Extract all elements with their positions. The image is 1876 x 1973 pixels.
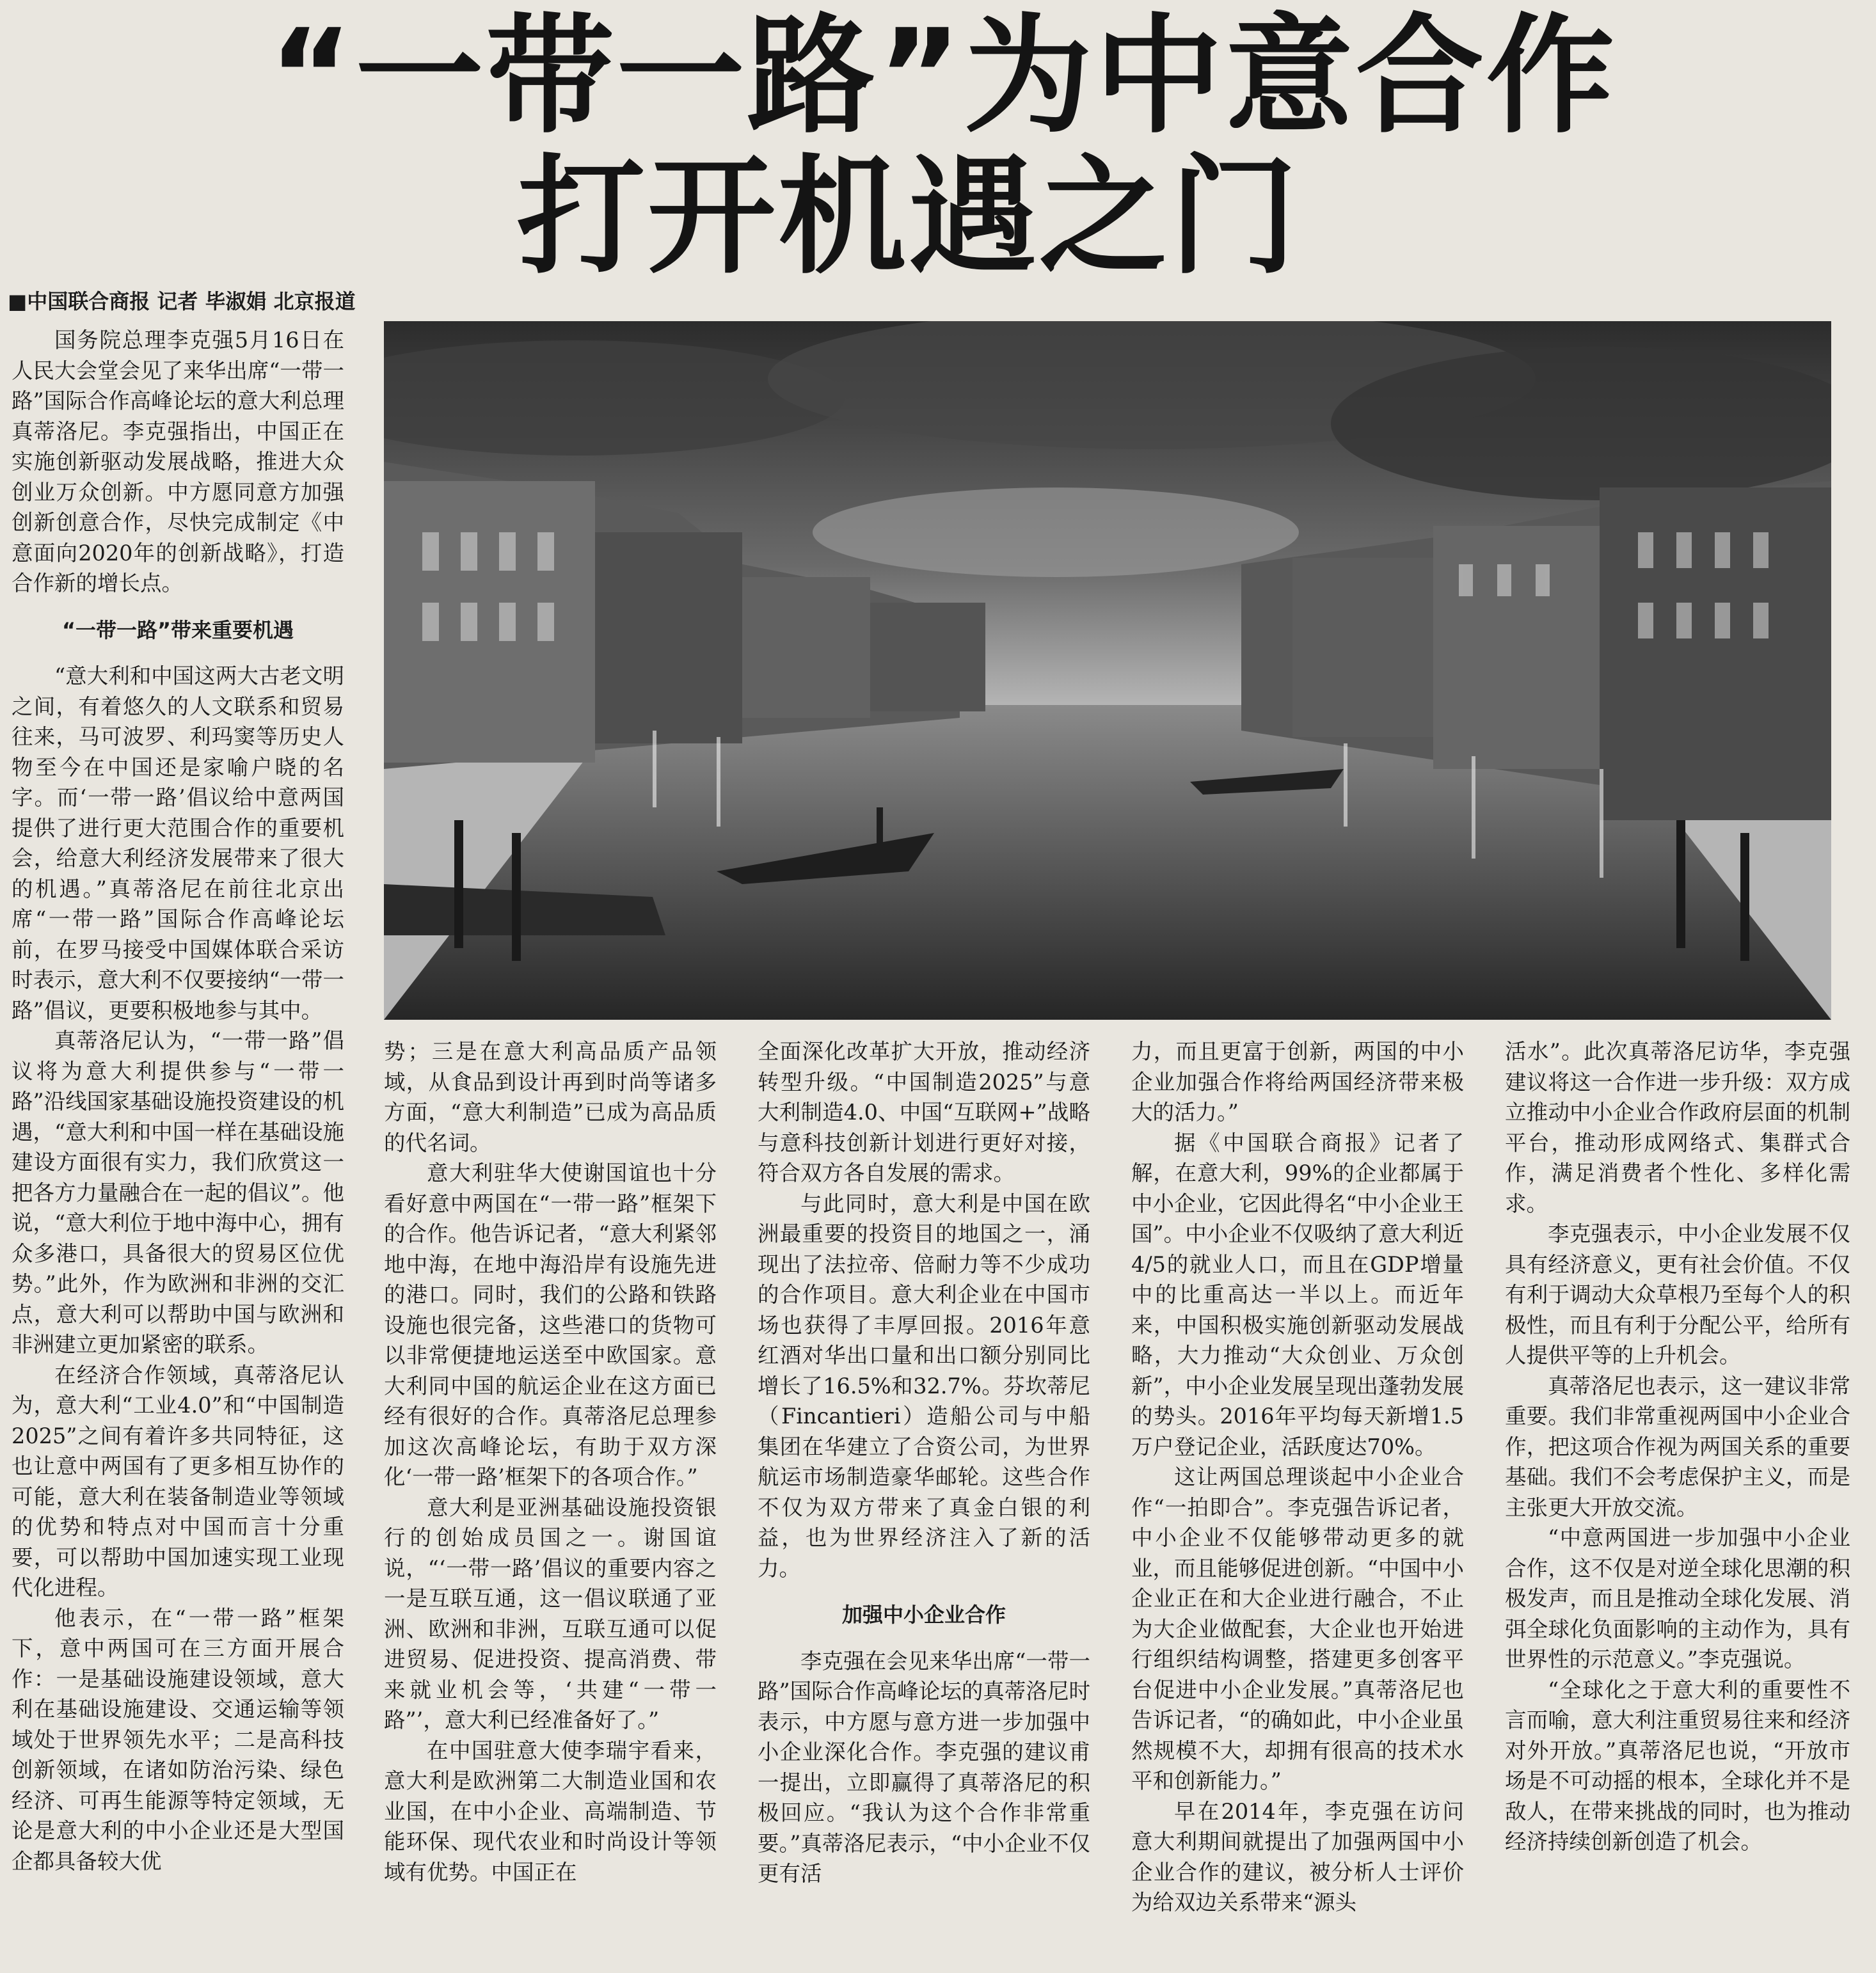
article-column-1 xyxy=(12,325,344,1973)
paragraph: “意大利和中国这两大古老文明之间，有着悠久的人文联系和贸易往来，马可波罗、利玛窦等历史人物至今在中国还是家喻户晓的名字。而‘一带一路’倡议给中意两国提供了进行更大范围合作的重要机会，给意大利经济发展带来了很大的机遇。”真蒂洛尼在前往北京出席“一带一路”国际合作高峰论坛前，在罗马接受中国媒体联合采访时表示，意大利不仅要接纳“一带一路”倡议，更要积极地参与其中。 xyxy=(12,663,344,1023)
paragraph: 真蒂洛尼认为，“一带一路”倡议将为意大利提供参与“一带一路”沿线国家基础设施投资建设的机遇，“意大利和中国一样在基础设施建设方面很有实力，我们欣赏这一把各方力量融合在一起的倡议”。他说，“意大利位于地中海中心，拥有众多港口，具备很大的贸易区位优势。”此外，作为欧洲和非洲的交汇点，意大利可以帮助中国与欧洲和非洲建立更加紧密的联系。 xyxy=(12,1028,344,1357)
paragraph: 李克强在会见来华出席“一带一路”国际合作高峰论坛的真蒂洛尼时表示，中方愿与意方进一步加强中小企业深化合作。李克强的建议甫一提出，立即赢得了真蒂洛尼的积极回应。“我认为这个合作非常重要。”真蒂洛尼表示，“中小企业不仅更有活 xyxy=(758,1648,1090,1886)
paragraph: 意大利是亚洲基础设施投资银行的创始成员国之一。谢国谊说，“‘一带一路’倡议的重要内容之一是互联互通，这一倡议联通了亚洲、欧洲和非洲，互联互通可以促进贸易、促进投资、提高消费、带来就业机会等，‘共建“一带一路”’，意大利已经准备好了。” xyxy=(384,1494,717,1732)
paragraph: 真蒂洛尼也表示，这一建议非常重要。我们非常重视两国中小企业合作，把这项合作视为两国关系的重要基础。我们不会考虑保护主义，而是主张更大开放交流。 xyxy=(1505,1373,1850,1520)
paragraph: 国务院总理李克强5月16日在人民大会堂会见了来华出席“一带一路”国际合作高峰论坛的意大利总理真蒂洛尼。李克强指出，中国正在实施创新驱动发展战略，推进大众创业万众创新。中方愿同意方加强创新创意合作，尽快完成制定《中意面向2020年的创新战略》，打造合作新的增长点。 xyxy=(12,328,344,596)
headline xyxy=(269,2,1617,292)
headline-line-2: 打开机遇之门 xyxy=(516,143,1300,292)
paragraph: 力，而且更富于创新，两国的中小企业加强合作将给两国经济带来极大的活力。” xyxy=(1131,1039,1464,1125)
venice-grand-canal-photo xyxy=(384,321,1831,1020)
article-column-2 xyxy=(384,1036,717,1970)
paragraph: 意大利驻华大使谢国谊也十分看好意中两国在“一带一路”框架下的合作。他告诉记者，“意大利紧邻地中海，在地中海沿岸有设施先进的港口。同时，我们的公路和铁路设施也很完备，这些港口的货物可以非常便捷地运送至中欧国家。意大利同中国的航运企业在这方面已经有很好的合作。真蒂洛尼总理参加这次高峰论坛，有助于双方深化‘一带一路’框架下的各项合作。” xyxy=(384,1161,717,1489)
headline-line-1: “一带一路”为中意合作 xyxy=(269,2,1617,151)
paragraph: “全球化之于意大利的重要性不言而喻，意大利注重贸易往来和经济对外开放。”真蒂洛尼也说，“开放市场是不可动摇的根本，全球化并不是敌人，在带来挑战的同时，也为推动经济持续创新创造了机会。 xyxy=(1505,1677,1850,1854)
paragraph: 势；三是在意大利高品质产品领域，从食品到设计再到时尚等诸多方面，“意大利制造”已成为高品质的代名词。 xyxy=(384,1039,717,1155)
paragraph: 李克强表示，中小企业发展不仅具有经济意义，更有社会价值。不仅有利于调动大众草根乃至每个人的积极性，而且有利于分配公平，给所有人提供平等的上升机会。 xyxy=(1505,1221,1850,1368)
article-column-4 xyxy=(1131,1036,1464,1970)
paragraph: 他表示，在“一带一路”框架下，意中两国可在三方面开展合作：一是基础设施建设领域，意大利在基础设施建设、交通运输等领域处于世界领先水平；二是高科技创新领域，在诸如防治污染、绿色经济、可再生能源等特定领域，无论是意大利的中小企业还是大型国企都具备较大优 xyxy=(12,1605,344,1874)
paragraph: 在中国驻意大使李瑞宇看来，意大利是欧洲第二大制造业国和农业国，在中小企业、高端制造、节能环保、现代农业和时尚设计等领域有优势。中国正在 xyxy=(384,1738,717,1885)
paragraph: 在经济合作领域，真蒂洛尼认为，意大利“工业4.0”和“中国制造2025”之间有着许多共同特征，这也让意中两国有了更多相互协作的可能，意大利在装备制造业等领域的优势和特点对中国而言十分重要，可以帮助中国加速实现工业现代化进程。 xyxy=(12,1362,344,1600)
paragraph: 活水”。此次真蒂洛尼访华，李克强建议将这一合作进一步升级：双方成立推动中小企业合作政府层面的机制平台，推动形成网络式、集群式合作，满足消费者个性化、多样化需求。 xyxy=(1505,1039,1850,1216)
paragraph: 据《中国联合商报》记者了解，在意大利，99%的企业都属于中小企业，它因此得名“中小企业王国”。中小企业不仅吸纳了意大利近4/5的就业人口，而且在GDP增量中的比重高达一半以上。而近年来，中国积极实施创新驱动发展战略，大力推动“大众创业、万众创新”，中小企业发展呈现出蓬勃发展的势头。2016年平均每天新增1.5万户登记企业，活跃度达70%。 xyxy=(1131,1130,1464,1459)
paragraph: 全面深化改革扩大开放，推动经济转型升级。“中国制造2025”与意大利制造4.0、中国“互联网+”战略与意科技创新计划进行更好对接，符合双方各自发展的需求。 xyxy=(758,1039,1090,1185)
paragraph: “中意两国进一步加强中小企业合作，这不仅是对逆全球化思潮的积极发声，而且是推动全球化发展、消弭全球化负面影响的主动作为，具有世界性的示范意义。”李克强说。 xyxy=(1505,1525,1850,1672)
article-column-5 xyxy=(1505,1036,1850,1970)
byline: ■中国联合商报 记者 毕淑娟 北京报道 xyxy=(8,289,356,313)
paragraph: 与此同时，意大利是中国在欧洲最重要的投资目的地国之一，涌现出了法拉帝、倍耐力等不少成功的合作项目。意大利企业在中国市场也获得了丰厚回报。2016年意红酒对华出口量和出口额分别同比增长了16.5%和32.7%。芬坎蒂尼（Fincantieri）造船公司与中船集团在华建立了合资公司，为世界航运市场制造豪华邮轮。这些合作不仅为双方带来了真金白银的利益，也为世界经济注入了新的活力。 xyxy=(758,1191,1090,1581)
paragraph: 这让两国总理谈起中小企业合作“一拍即合”。李克强告诉记者，中小企业不仅能够带动更多的就业，而且能够促进创新。“中国中小企业正在和大企业进行融合，不止为大企业做配套，大企业也开始进行组织结构调整，搭建更多创客平台促进中小企业发展。”真蒂洛尼也告诉记者，“的确如此，中小企业虽然规模不大，却拥有很高的技术水平和创新能力。” xyxy=(1131,1464,1464,1793)
section-subhead: “一带一路”带来重要机遇 xyxy=(61,617,294,642)
section-subhead: 加强中小企业合作 xyxy=(841,1603,1006,1627)
paragraph: 早在2014年，李克强在访问意大利期间就提出了加强两国中小企业合作的建议，被分析人士评价为给双边关系带来“源头 xyxy=(1131,1798,1464,1915)
article-column-3 xyxy=(758,1036,1090,1970)
